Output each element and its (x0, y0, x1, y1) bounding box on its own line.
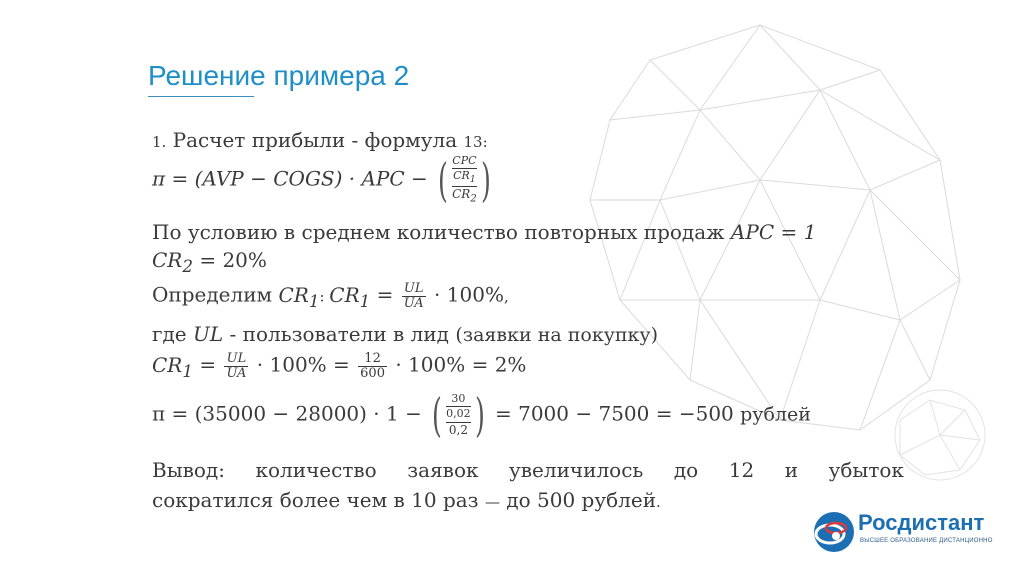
step-text: Расчет прибыли - формула (166, 128, 464, 152)
ul-text: - пользователи в лид (223, 322, 456, 346)
define-text: Определим (152, 282, 279, 307)
result-2pct: · 100% = 2% (388, 352, 527, 377)
comma: , (503, 287, 509, 306)
ul-paren: (заявки на покупку) (455, 324, 659, 346)
nested-fraction-2: ( 30 0,02 0,2 ) (432, 388, 485, 442)
dash: — (484, 493, 500, 511)
step-number: 1. (152, 133, 167, 151)
step-1-line (152, 128, 488, 152)
calc-rhs: = 7000 − 7500 = −500 (488, 401, 741, 426)
conclusion-text-b: до 500 рублей (499, 488, 657, 512)
dot: . (656, 493, 661, 511)
condition-line (152, 220, 816, 244)
frac-num-3: 12 (364, 351, 381, 366)
profit-calculation (152, 388, 811, 442)
cr1-sub: 1 (308, 291, 320, 311)
conclusion-line-2 (152, 488, 661, 512)
ul-ua-fraction-2 (224, 352, 248, 380)
ul-ua-fraction (402, 282, 426, 310)
logo-name: Росдистант (858, 510, 985, 535)
word-8: убыток (828, 458, 904, 482)
cr1-sub-2: 1 (359, 291, 371, 311)
word-vyvod (152, 458, 225, 482)
slide-title: Решение примера 2 (148, 60, 410, 91)
cr1-sub-3: 1 (182, 361, 193, 381)
frac-top: CPC (452, 154, 477, 167)
word-7: и (784, 458, 799, 482)
condition-text: По условию в среднем количество повторных продаж (152, 220, 731, 244)
frac-num-2: UL (226, 351, 247, 366)
frac-den-2: UA (226, 365, 247, 381)
word-2: количество (255, 458, 377, 482)
profit-formula (152, 152, 495, 207)
frac-mid-2: 0,02 (446, 407, 471, 421)
percent: · 100% (427, 282, 504, 307)
cr1-symbol-2: CR (329, 282, 360, 307)
calc-lhs: π = (35000 − 28000) · 1 − (152, 401, 429, 426)
word-3: заявок (407, 458, 479, 482)
frac-mid-sub: 1 (469, 174, 476, 186)
frac-num: UL (403, 281, 424, 296)
vyvod: Вывод: (152, 458, 225, 482)
frac-bot-2: 0,2 (448, 422, 468, 437)
nested-fraction: ( CPC $CR_1$ $CR_2$ ) (438, 152, 491, 207)
cr1-definition (152, 282, 509, 311)
logo-tagline: ВЫСШЕЕ ОБРАЗОВАНИЕ ДИСТАНЦИОННО (860, 538, 993, 544)
frac-den: UA (403, 295, 424, 311)
cr1-symbol: CR (278, 282, 309, 307)
cr1-symbol-3: CR (152, 352, 183, 377)
cr1-calculation (152, 352, 526, 381)
equals-2: = (192, 352, 223, 377)
cr2-sub: 2 (182, 257, 193, 276)
cr2-line (152, 248, 267, 276)
title-underline (148, 96, 254, 97)
cr2-symbol: CR (152, 248, 183, 272)
colon: : (319, 287, 330, 306)
formula-lhs: π = (AVP − COGS) · APC − (152, 166, 435, 191)
frac-bot: CR (452, 187, 471, 202)
formula-ref: 13: (463, 133, 488, 151)
frac-mid: CR (453, 169, 470, 183)
word-6: 12 (728, 458, 755, 482)
cr2-value: = 20% (192, 248, 267, 272)
unit-rub: рублей (740, 403, 811, 426)
word-4: увеличилось (509, 458, 644, 482)
frac-top-2: 30 (451, 392, 466, 406)
conclusion-text-a: сократился более чем в 10 раз (152, 488, 485, 512)
12-600-fraction (358, 352, 387, 380)
word-5: до (673, 458, 699, 482)
equals: = (370, 282, 400, 307)
mid-expr: · 100% = (250, 352, 357, 377)
conclusion-line-1 (152, 458, 904, 482)
where-text: где (152, 322, 193, 346)
frac-bot-sub: 2 (470, 193, 477, 205)
ul-description (152, 322, 658, 346)
ul-symbol: UL (193, 322, 224, 346)
frac-den-3: 600 (360, 365, 385, 381)
apc-value: APC = 1 (730, 220, 817, 244)
